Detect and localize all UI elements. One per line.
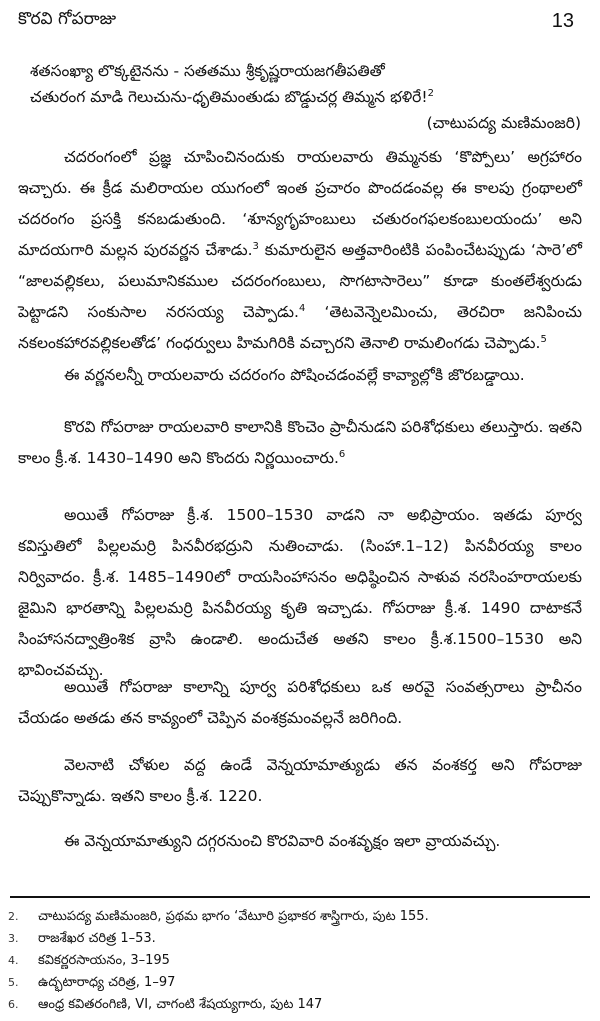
verse-line-1: శతసంఖ్యా లొక్కటైనను - సతతము శ్రీకృష్ణరాయజగతీపతితో (30, 62, 385, 80)
verse-source: (చాటుపద్య మణిమంజరి) (426, 114, 581, 132)
running-header-title: కొరవి గోపరాజు (18, 9, 117, 29)
footnote-ref: 4 (298, 302, 306, 314)
paragraph-4: అయితే గోపరాజు క్రీ.శ. 1500–1530 వాడని నా అభిప్రాయం. ఇతడు పూర్వ కవిస్తుతిలో పిల్లలమర్రి పినవీరభద్రుని నుతించాడు. (సింహా.1–12) పినవీరయ్య కాలం నిర్వివాదం. క్రీ.శ. 1485–1490లో రాయసింహాసనం అధిష్ఠించిన సాళువ నరసింహరాయలకు జైమిని భారతాన్ని పిల్లలమర్రి పినవీరయ్య కృతి ఇచ్చాడు. గోపరాజు క్రీ.శ. 1490 దాటాకనే సింహాసనద్వాత్రింశిక వ్రాసి ఉండాలి. అందుచేత అతని కాలం క్రీ.శ.1500–1530 అని భావించవచ్చు. (18, 506, 582, 679)
verse-block (30, 58, 585, 136)
footnote-divider (10, 896, 590, 898)
paragraph-2: ఈ వర్ణనలన్నీ రాయలవారు చదరంగం పోషించడంవల్లే కావ్యాల్లోకి జొరబడ్డాయి. (64, 366, 525, 384)
footnote-item: 4. కవికర్ణరసాయనం, 3–195 (8, 953, 170, 968)
footnote-ref: 3 (252, 240, 259, 252)
footnote-item: 2. చాటుపద్య మణిమంజరి, ప్రథమ భాగం ‘వేటూరి ప్రభాకర శాస్త్రిగారు, పుట 155. (8, 909, 429, 924)
paragraph-6: వెలనాటి చోళుల వద్ద ఉండే వెన్నయామాత్యుడు తన వంశకర్త అని గోపరాజు చెప్పుకొన్నాడు. ఇతని కాలం క్రీ.శ. 1220. (18, 756, 582, 805)
footnote-ref: 2 (427, 87, 434, 99)
footnotes (8, 906, 588, 1016)
footnote-item: 3. రాజశేఖర చరిత్ర 1–53. (8, 931, 156, 946)
running-header (18, 6, 578, 36)
footnote-item: 6. ఆంధ్ర కవితరంగిణి, VI, చాగంటి శేషయ్యగారు, పుట 147 (8, 997, 323, 1012)
verse-line-2: చతురంగ మాడి గెలుచును-ధృతిమంతుడు బొడ్డుచర్ల తిమ్మన భళిరే!$^2$ (30, 87, 434, 106)
footnote-item: 5. ఉద్భటారాధ్య చరిత్ర, 1–97 (8, 975, 176, 990)
paragraph-7: ఈ వెన్నయామాత్యుని దగ్గరనుంచి కొరవివారి వంశవృక్షం ఇలా వ్రాయవచ్చు. (64, 832, 501, 850)
page-number: 13 (551, 9, 574, 32)
paragraph-3: కొరవి గోపరాజు రాయలవారి కాలానికి కొంచెం ప్రాచీనుడని పరిశోధకులు తలుస్తారు. ఇతని కాలం క్రీ.శ. 1430–1490 అని కొందరు నిర్ణయించారు.$^6$ (18, 418, 582, 467)
paragraph-5: అయితే గోపరాజు కాలాన్ని పూర్వ పరిశోధకులు ఒక అరవై సంవత్సరాలు ప్రాచీనం చేయడం అతడు తన కావ్యంలో చెప్పిన వంశక్రమంవల్లనే జరిగింది. (18, 678, 582, 727)
paragraph-1: చదరంగంలో ప్రజ్ఞ చూపించినందుకు రాయలవారు తిమ్మనకు ‘కొప్పోలు’ అగ్రహారం ఇచ్చారు. ఈ క్రీడ మలిరాయల యుగంలో ఇంత ప్రచారం పొందడంవల్ల ఈ కాలపు గ్రంథాలలో చదరంగం ప్రసక్తి కనబడుతుంది. ‘శూన్యగృహంబులు చతురంగఫలకంబులయందు’ అని మాదయగారి మల్లన పురవర్ణన చేశాడు.$^3$ కుమారులైన అత్తవారింటికి పంపించేటప్పుడు ‘సారె’లో “జాలవల్లికలు, పలుమానికముల చదరంగంబులు, సొగటాసారెలు” కూడా కుంతలేశ్వరుడు పెట్టాడని సంకుసాల నరసయ్య చెప్పాడు.$^4$ ‘తెటవెన్నెలమించు, తెరచిరా జనిపించు నకలంకహారవల్లికలతోడ’ గంధర్వులు హిమగిరికి వచ్చారని తెనాలి రామలింగడు చెప్పాడు.$^5$ (18, 148, 582, 352)
footnote-ref: 6 (338, 448, 346, 460)
footnote-ref: 5 (540, 333, 547, 345)
